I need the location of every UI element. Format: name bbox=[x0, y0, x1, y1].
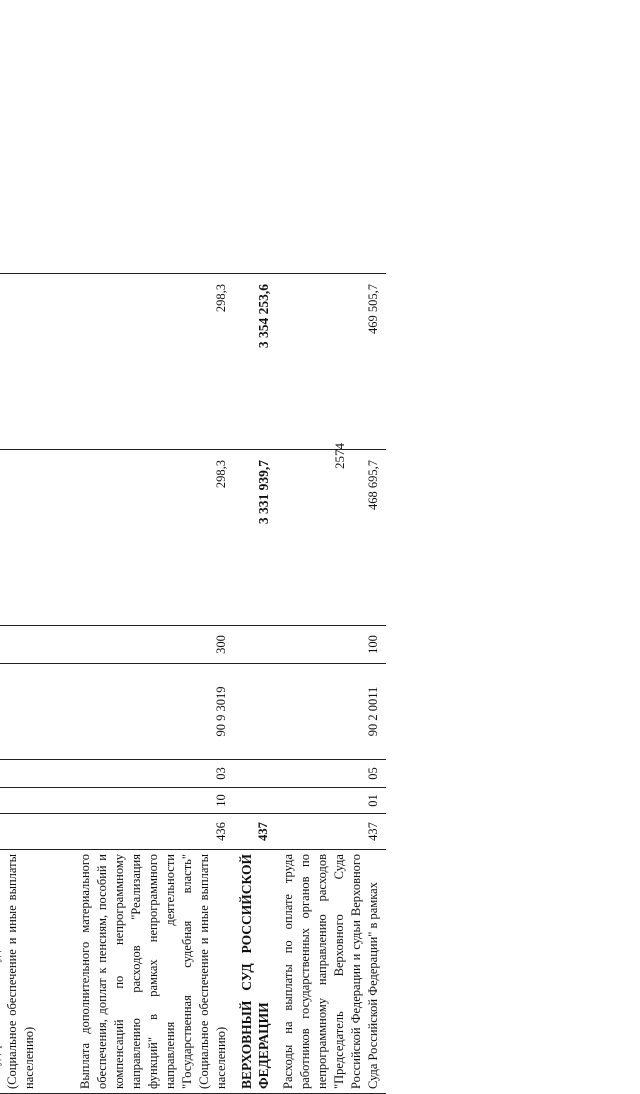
table-row bbox=[276, 274, 386, 1094]
row-amount-2016: 3 354 253,6 bbox=[234, 274, 276, 450]
row-pr: 05 bbox=[276, 760, 386, 788]
row-csr: 90 9 3019 bbox=[42, 664, 234, 760]
row-csr bbox=[0, 664, 42, 760]
row-pr: 03 bbox=[42, 760, 234, 788]
row-amount-2016 bbox=[0, 274, 42, 450]
budget-table bbox=[0, 273, 386, 1094]
row-name: (Социальное обеспечение и иные выплаты населению) bbox=[0, 850, 42, 1094]
page-number: 2574 bbox=[332, 443, 347, 469]
row-amount-2015 bbox=[0, 450, 42, 626]
row-amount-2016: 469 505,7 bbox=[276, 274, 386, 450]
budget-table-rotated bbox=[0, 274, 384, 1094]
row-name: Выплата дополнительного материального обеспечения, доплат к пенсиям, пособий и компенсаций по непрограммному направлению расходов "Реализация функций" в рамках непрограммного направления деятельности "Государственная судебная власть" (Социальное обеспечение и иные выплаты населению) bbox=[42, 850, 234, 1094]
table-row bbox=[234, 274, 276, 1094]
row-pr bbox=[234, 760, 276, 788]
row-vr bbox=[234, 626, 276, 664]
row-vr bbox=[0, 626, 42, 664]
row-rz: 10 bbox=[42, 788, 234, 814]
row-amount-2015: 3 331 939,7 bbox=[234, 450, 276, 626]
row-min: 436 bbox=[42, 814, 234, 850]
row-csr bbox=[234, 664, 276, 760]
row-name: ВЕРХОВНЫЙ СУД РОССИЙСКОЙ ФЕДЕРАЦИИ bbox=[234, 850, 276, 1094]
table-row bbox=[0, 274, 42, 1094]
row-min: 437 bbox=[276, 814, 386, 850]
row-csr: 90 2 0011 bbox=[276, 664, 386, 760]
row-amount-2016: 298,3 bbox=[42, 274, 234, 450]
row-rz bbox=[0, 788, 42, 814]
row-min bbox=[0, 814, 42, 850]
row-name: Расходы на выплаты по оплате труда работников государственных органов по непрограммному направлению расходов "Председатель Верховного Суда Российской Федерации и судьи Верховного Суда Российской Федерации" в рамках bbox=[276, 850, 386, 1094]
row-min: 437 bbox=[234, 814, 276, 850]
row-rz: 01 bbox=[276, 788, 386, 814]
row-vr: 300 bbox=[42, 626, 234, 664]
row-amount-2015: 468 695,7 bbox=[276, 450, 386, 626]
row-rz bbox=[234, 788, 276, 814]
row-amount-2015: 298,3 bbox=[42, 450, 234, 626]
row-vr: 100 bbox=[276, 626, 386, 664]
table-row bbox=[42, 274, 234, 1094]
row-pr bbox=[0, 760, 42, 788]
